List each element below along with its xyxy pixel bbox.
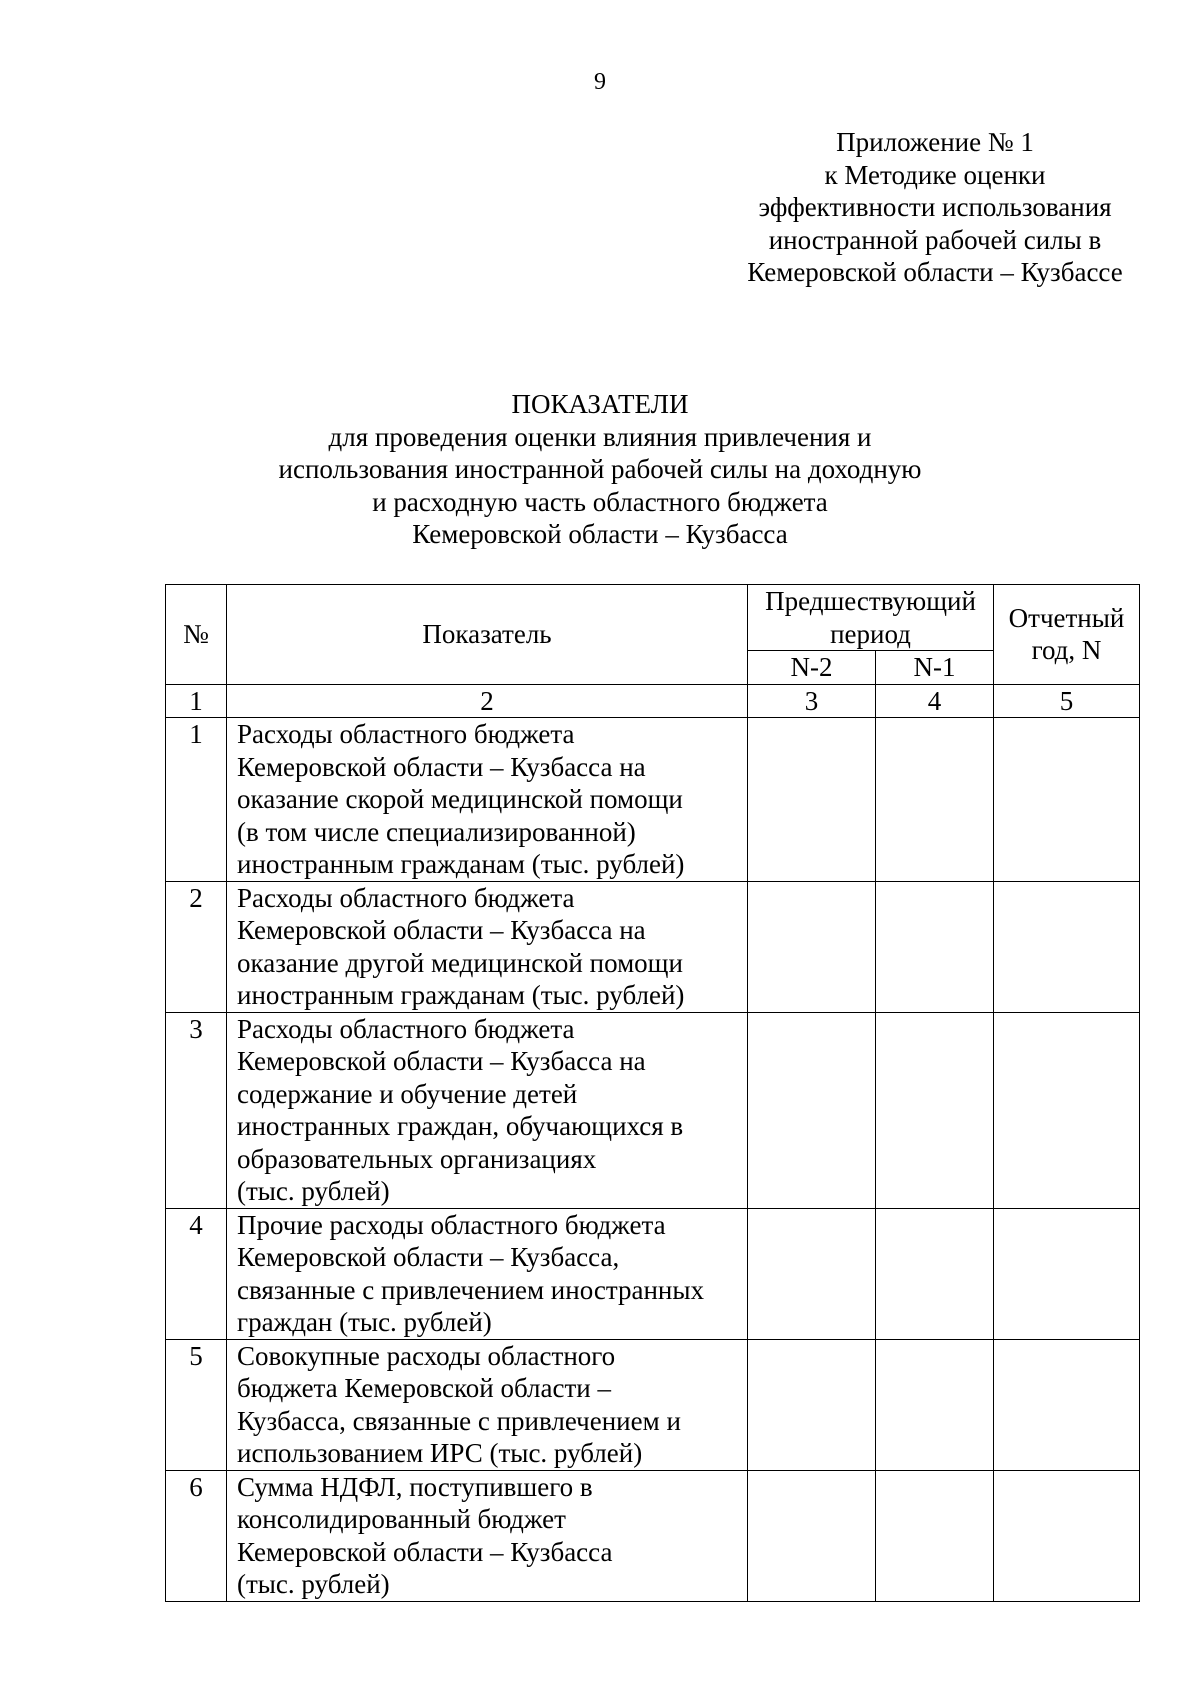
indicator-line: Кузбасса, связанные с привлечением и: [237, 1405, 681, 1436]
indicator-line: (в том числе специализированной): [237, 816, 636, 847]
row-number: 6: [166, 1470, 227, 1601]
indicator-line: Прочие расходы областного бюджета: [237, 1209, 666, 1240]
title-line: использования иностранной рабочей силы на доходную: [278, 454, 922, 484]
indicator-line: Кемеровской области – Кузбасса,: [237, 1242, 620, 1272]
indicators-table: [165, 584, 1140, 1602]
indicator-line: иностранных граждан, обучающихся в: [237, 1111, 684, 1141]
title-line: для проведения оценки влияния привлечения и: [328, 421, 872, 452]
table-row: [166, 881, 1140, 1012]
indicator-line: оказание скорой медицинской помощи: [237, 784, 683, 814]
title-heading: ПОКАЗАТЕЛИ: [511, 389, 689, 419]
title-line: и расходную часть областного бюджета: [372, 486, 828, 517]
appendix-line: Приложение № 1: [836, 127, 1034, 157]
row-number: 4: [166, 1208, 227, 1339]
indicator-line: Кемеровской области – Кузбасса: [237, 1536, 613, 1567]
page-number: 9: [594, 69, 606, 95]
header-indicator: Показатель: [227, 585, 748, 685]
document-title: [0, 388, 1200, 551]
indicator-line: иностранным гражданам (тыс. рублей): [237, 980, 685, 1010]
indicator-cell: [227, 881, 748, 1012]
indicator-line: консолидированный бюджет: [237, 1504, 566, 1534]
header-prev-period: Предшествующий период: [748, 585, 994, 651]
header-no: №: [166, 585, 227, 685]
indicator-line: Совокупные расходы областного: [237, 1340, 616, 1371]
row-number: 2: [166, 881, 227, 1012]
value-cell-report-year[interactable]: [994, 718, 1140, 882]
index-cell: 5: [994, 684, 1140, 718]
appendix-line: эффективности использования: [758, 192, 1112, 222]
indicator-line: Расходы областного бюджета: [237, 882, 575, 913]
index-cell: 4: [876, 684, 994, 718]
table-header-row: [166, 585, 1140, 651]
value-cell-n2[interactable]: [748, 1012, 876, 1208]
indicator-line: (тыс. рублей): [237, 1569, 390, 1599]
indicator-line: Расходы областного бюджета: [237, 719, 575, 749]
value-cell-n1[interactable]: [876, 881, 994, 1012]
table-row: [166, 1339, 1140, 1470]
indicator-line: граждан (тыс. рублей): [237, 1307, 492, 1337]
index-cell: 1: [166, 684, 227, 718]
value-cell-n2[interactable]: [748, 1470, 876, 1601]
value-cell-n1[interactable]: [876, 718, 994, 882]
indicator-cell: [227, 1208, 748, 1339]
appendix-line: иностранной рабочей силы в: [768, 224, 1102, 255]
table-row: [166, 1012, 1140, 1208]
row-number: 5: [166, 1339, 227, 1470]
value-cell-report-year[interactable]: [994, 1470, 1140, 1601]
indicator-line: оказание другой медицинской помощи: [237, 947, 683, 978]
indicator-line: использованием ИРС (тыс. рублей): [237, 1438, 643, 1468]
indicator-line: связанные с привлечением иностранных: [237, 1274, 705, 1305]
indicator-line: Сумма НДФЛ, поступившего в: [237, 1471, 593, 1502]
indicator-line: иностранным гражданам (тыс. рублей): [237, 849, 685, 879]
title-line: Кемеровской области – Кузбасса: [412, 519, 788, 549]
value-cell-n2[interactable]: [748, 1339, 876, 1470]
value-cell-n2[interactable]: [748, 881, 876, 1012]
header-n1: N-1: [876, 651, 994, 685]
header-n2: N-2: [748, 651, 876, 685]
appendix-reference: [700, 126, 1170, 289]
index-cell: 2: [227, 684, 748, 718]
row-number: 3: [166, 1012, 227, 1208]
value-cell-n1[interactable]: [876, 1470, 994, 1601]
indicator-cell: [227, 1339, 748, 1470]
appendix-line: Кемеровской области – Кузбассе: [747, 257, 1123, 287]
value-cell-report-year[interactable]: [994, 1012, 1140, 1208]
table-row: [166, 1208, 1140, 1339]
value-cell-report-year[interactable]: [994, 1339, 1140, 1470]
indicator-line: Кемеровской области – Кузбасса на: [237, 1046, 646, 1076]
indicator-line: бюджета Кемеровской области –: [237, 1373, 611, 1403]
header-report-year: Отчетный год, N: [994, 585, 1140, 685]
table-index-row: [166, 684, 1140, 718]
indicator-line: Расходы областного бюджета: [237, 1013, 575, 1044]
value-cell-n2[interactable]: [748, 718, 876, 882]
value-cell-n1[interactable]: [876, 1208, 994, 1339]
indicator-line: (тыс. рублей): [237, 1176, 390, 1206]
indicator-line: Кемеровской области – Кузбасса на: [237, 751, 646, 782]
value-cell-n2[interactable]: [748, 1208, 876, 1339]
index-cell: 3: [748, 684, 876, 718]
table-row: [166, 718, 1140, 882]
indicator-line: образовательных организациях: [237, 1143, 597, 1174]
appendix-line: к Методике оценки: [824, 159, 1046, 190]
value-cell-report-year[interactable]: [994, 881, 1140, 1012]
value-cell-n1[interactable]: [876, 1339, 994, 1470]
indicator-line: содержание и обучение детей: [237, 1078, 578, 1109]
indicator-cell: [227, 1470, 748, 1601]
table-row: [166, 1470, 1140, 1601]
indicator-cell: [227, 1012, 748, 1208]
row-number: 1: [166, 718, 227, 882]
value-cell-report-year[interactable]: [994, 1208, 1140, 1339]
indicator-cell: [227, 718, 748, 882]
value-cell-n1[interactable]: [876, 1012, 994, 1208]
indicator-line: Кемеровской области – Кузбасса на: [237, 915, 646, 945]
